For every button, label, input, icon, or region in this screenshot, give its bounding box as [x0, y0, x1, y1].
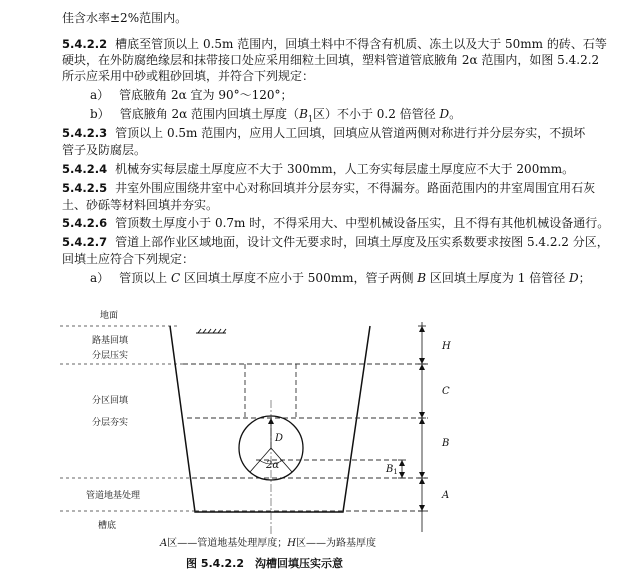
- road-compact-label: 分层压实: [92, 351, 129, 361]
- list-item-b: b） 管底腋角 2α 范围内回填土厚度（$B_1$区）不小于 0.2 倍管径 D。: [90, 107, 462, 124]
- trench-outline: [170, 326, 370, 512]
- pipe-diameter-label: D: [275, 433, 284, 444]
- trench-bottom-label: 槽底: [98, 521, 117, 531]
- foundation-label: 管道地基处理: [86, 491, 141, 501]
- dim-label-h: H: [442, 341, 451, 352]
- list-item-a: a） 管底腋角 2α 宜为 90°～120°；: [90, 88, 293, 102]
- road-fill-label: 路基回填: [92, 336, 129, 346]
- haunch-angle-label: 2α: [266, 460, 280, 471]
- figure-caption: 图 5.4.2.2 沟槽回填压实示意: [186, 557, 343, 570]
- paragraph-line: 土、砂砾等材料回填并夯实。: [62, 198, 219, 212]
- dimension-lines: [402, 322, 422, 532]
- clause-5-4-2-4: 5.4.2.4 机械夯实每层虚土厚度应不大于 300mm，人工夯实每层虚土厚度应不大于 200mm。: [62, 162, 575, 176]
- clause-number: 5.4.2.7: [62, 235, 108, 249]
- clause-5-4-2-2: 5.4.2.2 槽底至管顶以上 0.5m 范围内，回填土料中不得含有机质、冻土以及大于 50mm 的砖、石等: [62, 37, 607, 51]
- zone-boundary-lines: [183, 364, 428, 511]
- clause-number: 5.4.2.3: [62, 126, 108, 140]
- paragraph-line: 管子及防腐层。: [62, 143, 147, 157]
- clause-5-4-2-7: 5.4.2.7 管道上部作业区域地面，设计文件无要求时，回填土厚度及压实系数要求按图 5.4.2.2 分区，: [62, 235, 609, 249]
- list-item-a: a） 管顶以上 C 区回填土厚度不应小于 500mm，管子两侧 B 区回填土厚度为 1 倍管径 D；: [90, 271, 591, 285]
- paragraph-line: 硬块，在外防腐绝缘层和抹带接口处应采用细粒土回填，塑料管道管底腋角 2α 范围内，如图 5.4.2.2: [62, 53, 600, 67]
- clause-number: 5.4.2.5: [62, 181, 108, 195]
- clause-5-4-2-6: 5.4.2.6 管顶数土厚度小于 0.7m 时，不得采用大、中型机械设备压实，且不得有其他机械设备通行。: [62, 216, 610, 230]
- clause-number: 5.4.2.2: [62, 37, 108, 51]
- zone-tamp-label: 分层夯实: [92, 418, 129, 428]
- figure-legend: A区——管道地基处理厚度；H区——为路基厚度: [160, 538, 376, 549]
- paragraph-line: 所示应采用中砂或粗砂回填，并符合下列规定：: [62, 69, 315, 83]
- ground-label: 地面: [100, 311, 119, 321]
- clause-number: 5.4.2.6: [62, 216, 108, 230]
- dim-label-a: A: [442, 490, 450, 501]
- zone-fill-label: 分区回填: [92, 396, 129, 406]
- clause-number: 5.4.2.4: [62, 162, 108, 176]
- ground-hatch: [196, 329, 226, 333]
- dimension-arrows: [399, 326, 425, 511]
- dim-label-b: B: [442, 438, 450, 449]
- clause-5-4-2-5: 5.4.2.5 井室外围应围绕井室中心对称回填并分层夯实，不得漏夯。路面范围内的井室周围宜用石灰: [62, 181, 596, 195]
- paragraph-line: 佳含水率±2%范围内。: [62, 11, 188, 25]
- dim-label-c: C: [442, 386, 450, 397]
- clause-5-4-2-3: 5.4.2.3 管顶以上 0.5m 范围内，应用人工回填，回填应从管道两侧对称进行并分层夯实，不损坏: [62, 126, 586, 140]
- dim-label-b1: $B_1$: [386, 464, 398, 476]
- paragraph-line: 回填土应符合下列规定：: [62, 252, 195, 266]
